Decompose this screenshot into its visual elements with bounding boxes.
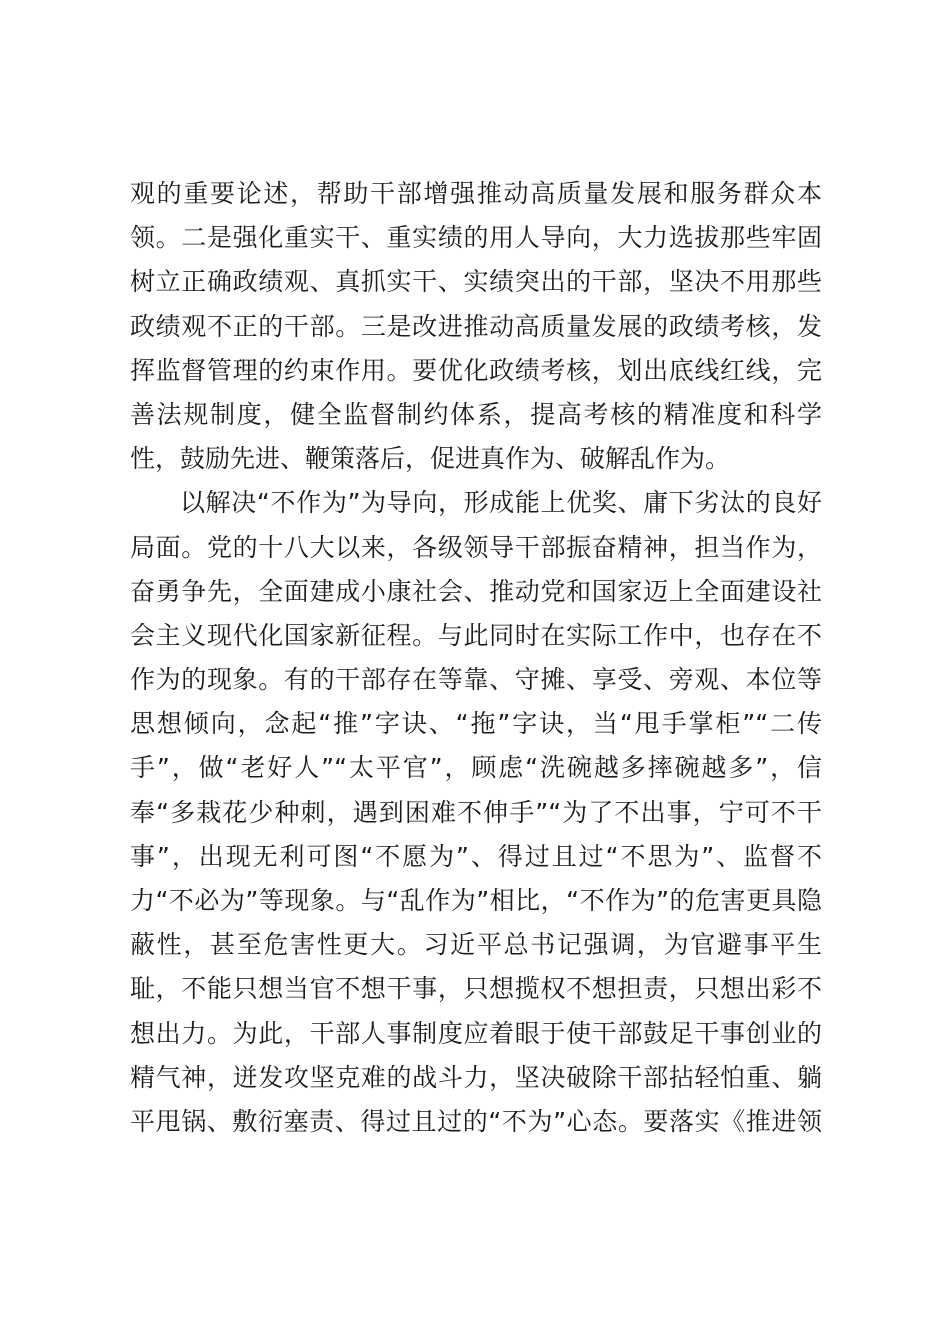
- text-line: 会主义现代化国家新征程。与此同时在实际工作中，也存在不: [130, 620, 822, 650]
- text-line: 精气神，迸发攻坚克难的战斗力，坚决破除干部拈轻怕重、躺: [130, 1062, 822, 1092]
- text-line: 耻，不能只想当官不想干事，只想揽权不想担责，只想出彩不: [130, 974, 822, 1004]
- text-line: 政绩观不正的干部。三是改进推动高质量发展的政绩考核，发: [130, 311, 822, 341]
- text-line: 观的重要论述，帮助干部增强推动高质量发展和服务群众本: [130, 179, 822, 208]
- text-line: 力“不必为”等现象。与“乱作为”相比，“不作为”的危害更具隐: [130, 886, 822, 915]
- text-line: 局面。党的十八大以来，各级领导干部振奋精神，担当作为，: [130, 532, 822, 562]
- text-line: 想出力。为此，干部人事制度应着眼于使干部鼓足干事创业的: [130, 1018, 822, 1048]
- text-line: 作为的现象。有的干部存在等靠、守摊、享受、旁观、本位等: [130, 665, 822, 695]
- body-text: [130, 172, 822, 1144]
- text-line: 事”，出现无利可图“不愿为”、得过且过“不思为”、监督不: [130, 841, 822, 871]
- text-line: 思想倾向，念起“推”字诀、“拖”字诀，当“甩手掌柜”“二传: [130, 709, 822, 739]
- text-line: 奉“多栽花少种刺，遇到困难不伸手”“为了不出事，宁可不干: [130, 797, 822, 827]
- text-line: 挥监督管理的约束作用。要优化政绩考核，划出底线红线，完: [130, 355, 822, 385]
- text-line: 手”，做“老好人”“太平官”，顾虑“洗碗越多摔碗越多”，信: [130, 753, 822, 783]
- text-line: 性，鼓励先进、鞭策落后，促进真作为、破解乱作为。: [130, 444, 731, 474]
- text-line: 树立正确政绩观、真抓实干、实绩突出的干部，坚决不用那些: [130, 267, 822, 297]
- text-line: 善法规制度，健全监督制约体系，提高考核的精准度和科学: [130, 399, 822, 429]
- paragraph-first-line: 以解决“不作为”为导向，形成能上优奖、庸下劣汰的良好: [180, 488, 822, 518]
- text-line: 平甩锅、敷衍塞责、得过且过的“不为”心态。要落实《推进领: [130, 1106, 822, 1136]
- text-line: 奋勇争先，全面建成小康社会、推动党和国家迈上全面建设社: [130, 576, 822, 606]
- text-line: 领。二是强化重实干、重实绩的用人导向，大力选拔那些牢固: [130, 223, 822, 253]
- text-line: 蔽性，甚至危害性更大。习近平总书记强调，为官避事平生: [130, 930, 822, 960]
